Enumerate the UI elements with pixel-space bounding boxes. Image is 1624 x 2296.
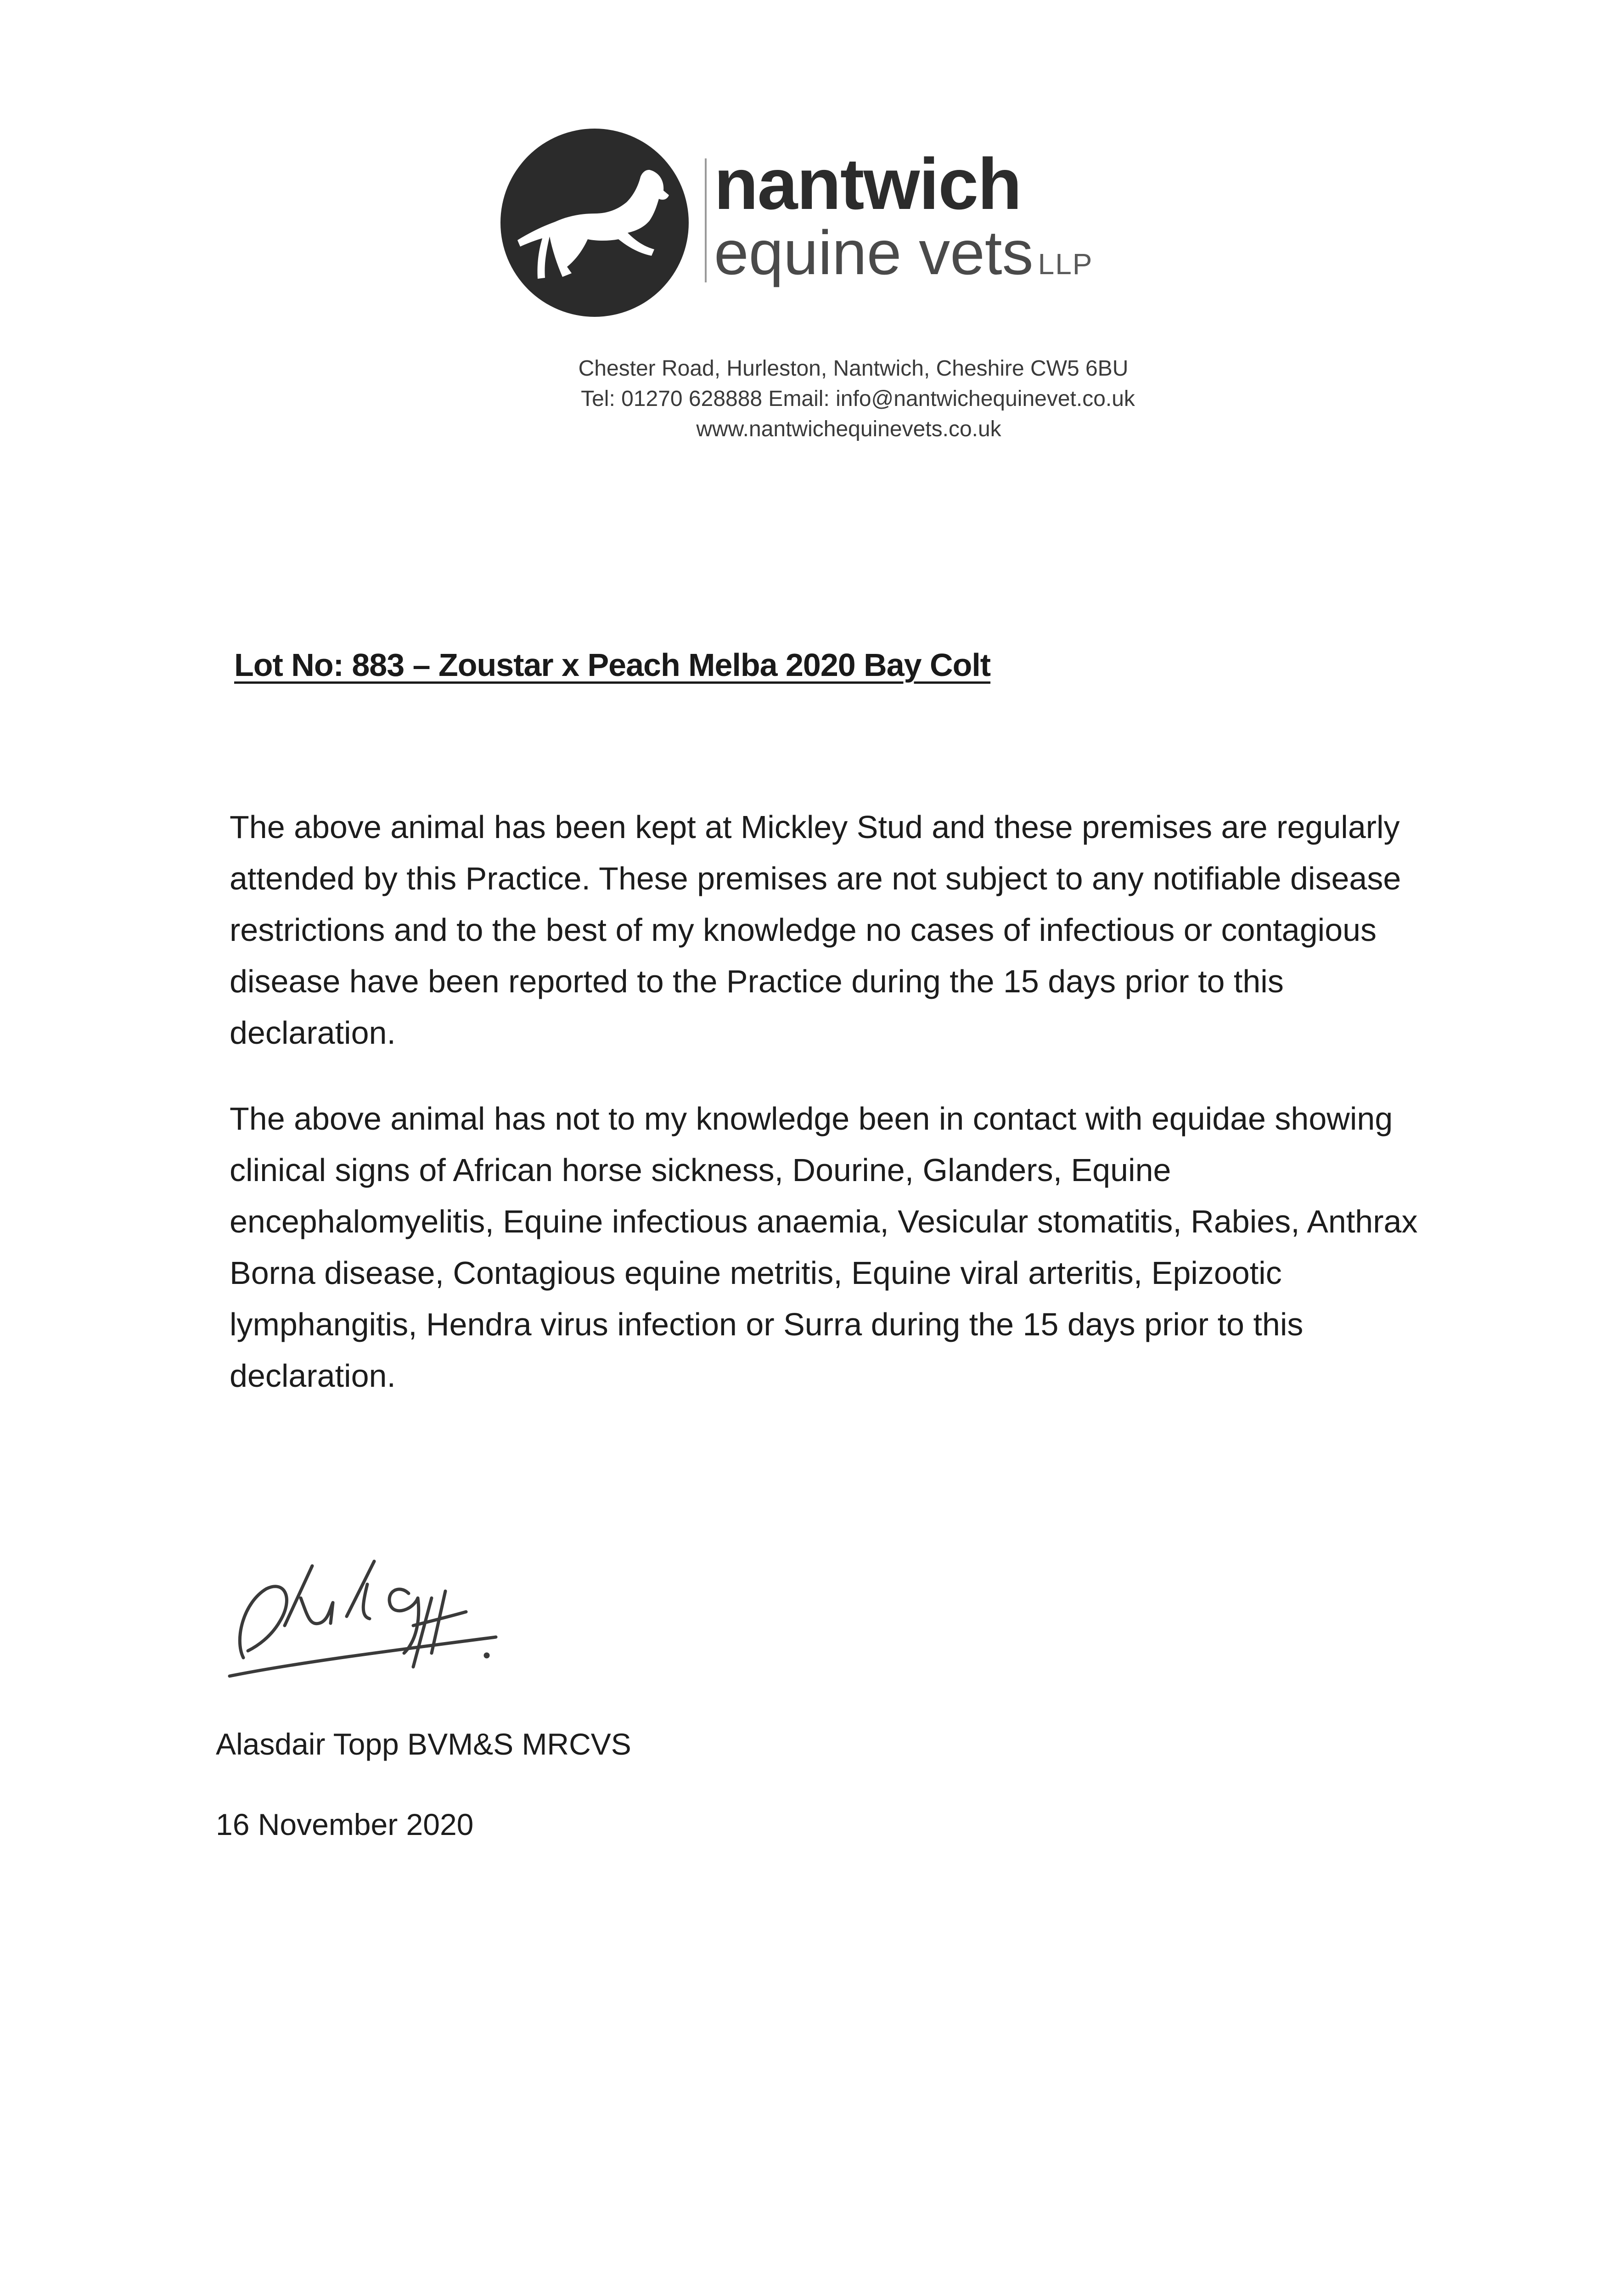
signatory-name: Alasdair Topp BVM&S MRCVS	[216, 1727, 631, 1761]
brand-subtitle-text: equine vets	[714, 218, 1034, 287]
letterhead-address	[0, 354, 1624, 445]
declaration-date: 16 November 2020	[216, 1807, 474, 1841]
postal-address: Chester Road, Hurleston, Nantwich, Cheshire CW5 6BU	[578, 356, 1129, 381]
brand-name: nantwich	[714, 144, 1021, 225]
declaration-paragraph-2: The above animal has not to my knowledge been in contact with equidae showing clinical signs of African horse sickness, Dourine, Glanders, Equine encephalomyelitis, Equine infectious anaemia, Vesicular stomatitis, Rabies, Anthrax Borna disease, Contagious equine metritis, Equine viral arteritis, Epizootic lymphangitis, Hendra virus infection or Surra during the 15 days prior to this declaration.	[230, 1101, 1418, 1394]
brand-suffix: LLP	[1038, 248, 1093, 281]
lot-heading: Lot No: 883 – Zoustar x Peach Melba 2020 Bay Colt	[234, 647, 991, 683]
brand-subtitle	[714, 218, 1093, 287]
declaration-paragraph-1: The above animal has been kept at Mickley Stud and these premises are regularly attended by this Practice. These premises are not subject to any notifiable disease restrictions and to the best of my knowledge no cases of infectious or contagious disease have been reported to the Practice during the 15 days prior to this declaration.	[230, 809, 1401, 1051]
jumping-horse-logo-icon	[498, 126, 691, 319]
handwritten-signature-icon	[216, 1548, 514, 1685]
website-line: www.nantwichequinevets.co.uk	[696, 417, 1001, 441]
logo-divider	[705, 158, 707, 282]
contact-line: Tel: 01270 628888 Email: info@nantwichequinevet.co.uk	[581, 387, 1135, 411]
